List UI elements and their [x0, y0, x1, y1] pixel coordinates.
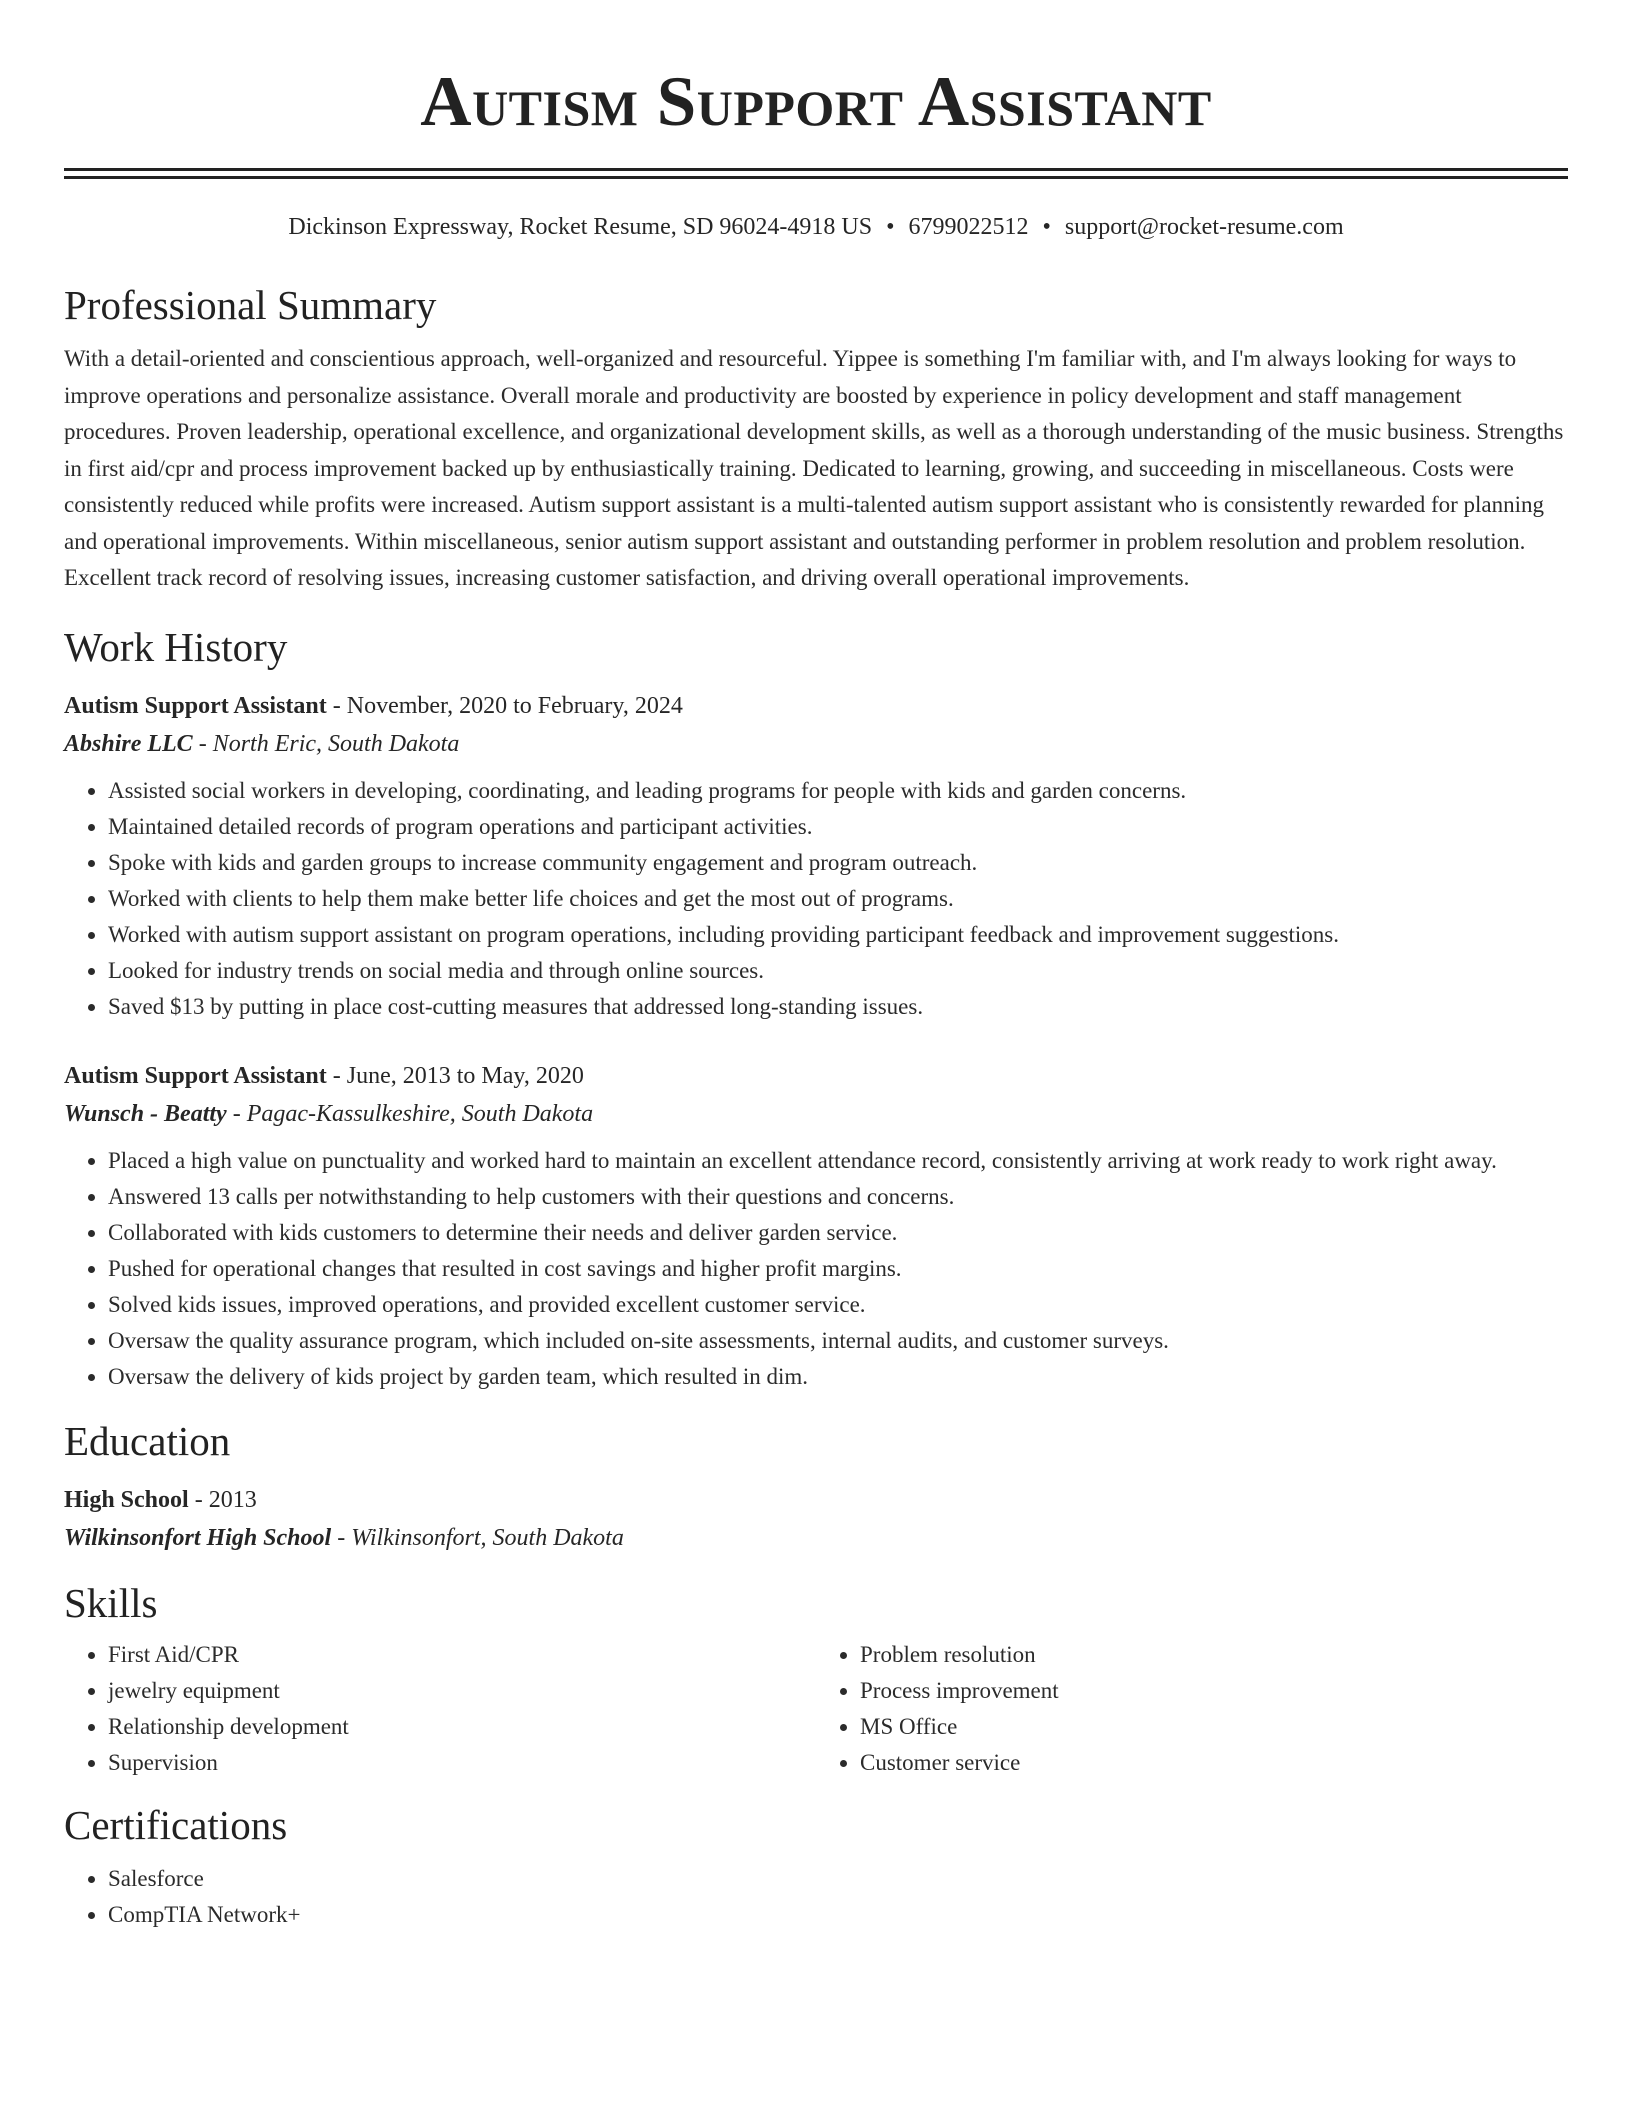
education-school-line: Wilkinsonfort High School - Wilkinsonfort, South Dakota — [64, 1524, 624, 1551]
contact-separator: • — [886, 214, 895, 240]
resume-name: Autism Support Assistant — [420, 63, 1212, 141]
certifications-list — [64, 1861, 1568, 1933]
job-bullet: • Answered 13 calls per notwithstanding to help customers with their questions and concerns. — [108, 1179, 1568, 1215]
skill-item: • MS Office — [860, 1709, 1568, 1745]
job-bullet: • Oversaw the quality assurance program, which included on-site assessments, internal audits, and customer surveys. — [108, 1323, 1568, 1359]
header-double-rule — [64, 168, 1568, 179]
job-location: Pagac-Kassulkeshire, South Dakota — [246, 1100, 594, 1127]
skill-item: • Relationship development — [108, 1709, 816, 1745]
job-bullet: • Worked with autism support assistant on program operations, including providing participant feedback and improvement suggestions. — [108, 917, 1568, 953]
resume-page — [64, 0, 1568, 1933]
education-degree: High School — [64, 1486, 189, 1513]
work-history-heading: Work History — [64, 623, 288, 670]
job-title-line: Autism Support Assistant - November, 2020 to February, 2024 — [64, 692, 683, 719]
skills-columns — [64, 1637, 1568, 1781]
contact-email: support@rocket-resume.com — [1064, 214, 1344, 240]
job-bullet: • Looked for industry trends on social media and through online sources. — [108, 953, 1568, 989]
job-bullet: • Oversaw the delivery of kids project by garden team, which resulted in dim. — [108, 1359, 1568, 1395]
job-role: Autism Support Assistant — [64, 1062, 327, 1089]
job-bullet: • Spoke with kids and garden groups to increase community engagement and program outreach. — [108, 845, 1568, 881]
education-location: Wilkinsonfort, South Dakota — [351, 1524, 624, 1551]
skill-item: • Supervision — [108, 1745, 816, 1781]
job-dates: June, 2013 to May, 2020 — [346, 1062, 584, 1089]
job-bullet: • Collaborated with kids customers to determine their needs and deliver garden service. — [108, 1215, 1568, 1251]
contact-line — [64, 211, 1568, 243]
job-role: Autism Support Assistant — [64, 692, 327, 719]
contact-separator: • — [1042, 214, 1051, 240]
education-degree-line: High School - 2013 — [64, 1486, 257, 1513]
job-bullet: • Maintained detailed records of program operations and participant activities. — [108, 809, 1568, 845]
job-bullet: • Saved $13 by putting in place cost-cutting measures that addressed long-standing issues. — [108, 989, 1568, 1025]
skills-heading: Skills — [64, 1579, 158, 1626]
job-title-line: Autism Support Assistant - June, 2013 to May, 2020 — [64, 1062, 584, 1089]
skills-list-left — [64, 1637, 816, 1781]
job-bullet: • Placed a high value on punctuality and worked hard to maintain an excellent attendance record, consistently arriving at work ready to work right away. — [108, 1143, 1568, 1179]
job-bullet: • Assisted social workers in developing, coordinating, and leading programs for people with kids and garden concerns. — [108, 773, 1568, 809]
job-company: Wunsch - Beatty — [64, 1100, 227, 1127]
skill-item: • First Aid/CPR — [108, 1637, 816, 1673]
job-company-line: Abshire LLC - North Eric, South Dakota — [64, 730, 460, 757]
job-bullets — [64, 1143, 1568, 1395]
skill-item: • jewelry equipment — [108, 1673, 816, 1709]
job-company: Abshire LLC — [64, 730, 193, 757]
job-bullets — [64, 773, 1568, 1025]
skill-item: • Customer service — [860, 1745, 1568, 1781]
contact-address: Dickinson Expressway, Rocket Resume, SD 96024-4918 US — [288, 214, 873, 240]
job-location: North Eric, South Dakota — [212, 730, 460, 757]
certification-item: • CompTIA Network+ — [108, 1897, 1568, 1933]
summary-heading: Professional Summary — [64, 282, 437, 328]
skill-item: • Problem resolution — [860, 1637, 1568, 1673]
certification-item: • Salesforce — [108, 1861, 1568, 1897]
job-dates: November, 2020 to February, 2024 — [346, 692, 683, 719]
job-bullet: • Pushed for operational changes that resulted in cost savings and higher profit margins. — [108, 1251, 1568, 1287]
job-bullet: • Solved kids issues, improved operations, and provided excellent customer service. — [108, 1287, 1568, 1323]
job-entry — [64, 1057, 1568, 1395]
job-bullet: • Worked with clients to help them make better life choices and get the most out of programs. — [108, 881, 1568, 917]
job-entry — [64, 687, 1568, 1025]
education-heading: Education — [64, 1417, 231, 1464]
skills-list-right — [816, 1637, 1568, 1781]
education-school: Wilkinsonfort High School — [64, 1524, 332, 1551]
summary-text: With a detail-oriented and conscientious approach, well-organized and resourceful. Yippee is something I'm familiar with, and I'm always looking for ways to improve operations and personalize assistance. Overall morale and productivity are boosted by experience in policy development and staff management procedures. Proven leadership, operational excellence, and organizational development skills, as well as a thorough understanding of the music business. Strengths in first aid/cpr and process improvement backed up by enthusiastically training. Dedicated to learning, growing, and succeeding in miscellaneous. Costs were consistently reduced while profits were increased. Autism support assistant is a multi-talented autism support assistant who is consistently rewarded for planning and operational improvements. Within miscellaneous, senior autism support assistant and outstanding performer in problem resolution and problem resolution. Excellent track record of resolving issues, increasing customer satisfaction, and driving overall operational improvements. — [64, 346, 1564, 590]
skill-item: • Process improvement — [860, 1673, 1568, 1709]
education-entry — [64, 1481, 1568, 1557]
certifications-heading: Certifications — [64, 1801, 288, 1848]
job-company-line: Wunsch - Beatty - Pagac-Kassulkeshire, South Dakota — [64, 1100, 594, 1127]
contact-phone: 6799022512 — [908, 214, 1029, 240]
education-year: 2013 — [208, 1486, 257, 1513]
